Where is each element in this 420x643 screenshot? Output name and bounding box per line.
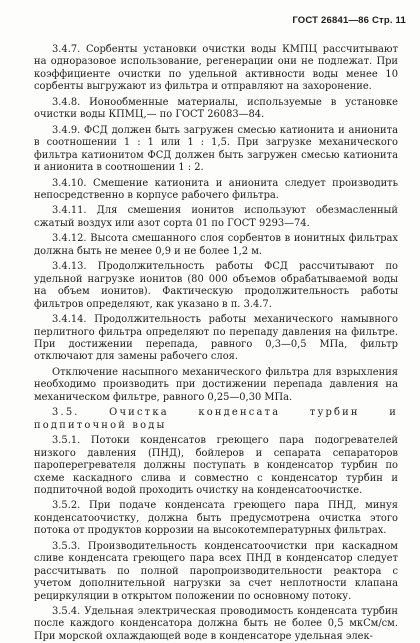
paragraph-3-4-14-note: Отключение насыпного механического фильтра для взрыхления необходимо производить при достижении перепада давления на механическом фильтре, равного 0,25—0,30 МПа. bbox=[34, 366, 398, 403]
paragraph-3-4-7: 3.4.7. Сорбенты установки очистки воды КМПЦ рассчитывают на одноразовое использование, регенерации они не подлежат. При коэффициенте очистки по удельной активности воды менее 10 сорбенты выгружают из фильтра и отправляют на захоронение. bbox=[34, 44, 398, 93]
paragraph-3-4-8: 3.4.8. Ионообменные материалы, используемые в установке очистки воды КПМЦ,— по ГОСТ 26083—84. bbox=[34, 96, 398, 121]
paragraph-3-4-9: 3.4.9. ФСД должен быть загружен смесью катионита и анионита в соотношении 1 : 1 или 1 : 1,5. При загрузке механического фильтра катионитом ФСД должен быть загружен смесью катионита и анионита в соотношении 1 : 2. bbox=[34, 124, 398, 174]
paragraph-3-4-12: 3.4.12. Высота смешанного слоя сорбентов в ионитных фильтрах должна быть не менее 0,9 и не более 1,2 м. bbox=[34, 233, 398, 257]
section-heading-3-5: 3.5. Очистка конденсата турбин и подпиточной воды bbox=[34, 407, 398, 431]
paragraph-3-5-4: 3.5.4. Удельная электрическая проводимость конденсата турбин после каждого конденсатора должна быть не более 0,5 мкСм/см. При морской охлаждающей воде в конденсаторе удельная элек- bbox=[34, 606, 398, 642]
paragraph-3-5-1: 3.5.1. Потоки конденсатов греющего пара подогревателей низкого давления (ПНД), бойлеров и сепарата сепараторов пароперегревателя должны поступать в конденсатор турбин по схеме каскадного слива и совместно с конденсатор турбин и подпиточной водой проходить очистку на конденсатоочистке. bbox=[34, 435, 398, 496]
paragraph-3-4-11: 3.4.11. Для смешения ионитов используют обезмасленный сжатый воздух или азот сорта 01 по ГОСТ 9293—74. bbox=[34, 205, 398, 229]
paragraph-3-5-2: 3.5.2. При подаче конденсата греющего пара ПНД, минуя конденсатоочистку, должна быть предусмотрена очистка этого потока от продуктов коррозии на высокотемпературных фильтрах. bbox=[34, 500, 398, 537]
document-body bbox=[34, 44, 398, 643]
paragraph-3-4-10: 3.4.10. Смешение катионита и анионита следует производить непосредственно в корпусе рабочего фильтра. bbox=[34, 177, 398, 201]
paragraph-3-4-14: 3.4.14. Продолжительность работы механического намывного перлитного фильтра определяют по перепаду давления на фильтре. При достижении перепада, равного 0,3—0,5 МПа, фильтр отключают для замены рабочего слоя. bbox=[34, 314, 398, 363]
paragraph-3-5-3: 3.5.3. Производительность конденсатоочистки при каскадном сливе конденсата греющего пара всех ПНД в конденсатор следует рассчитывать по полной паропроизводительности реактора с учетом дополнительной нагрузки за счет неплотности клапана рециркуляции в открытом положении по основному потоку. bbox=[34, 540, 398, 602]
page-header: ГОСТ 26841—86 Стр. 11 bbox=[292, 15, 406, 26]
paragraph-3-4-13: 3.4.13. Продолжительность работы ФСД рассчитывают по удельной нагрузке ионитов (80 000 объемов обрабатываемой воды на объем ионитов). Фактическую продолжительность работы фильтров определяют, как указано в п. 3.4.7. bbox=[34, 261, 398, 310]
